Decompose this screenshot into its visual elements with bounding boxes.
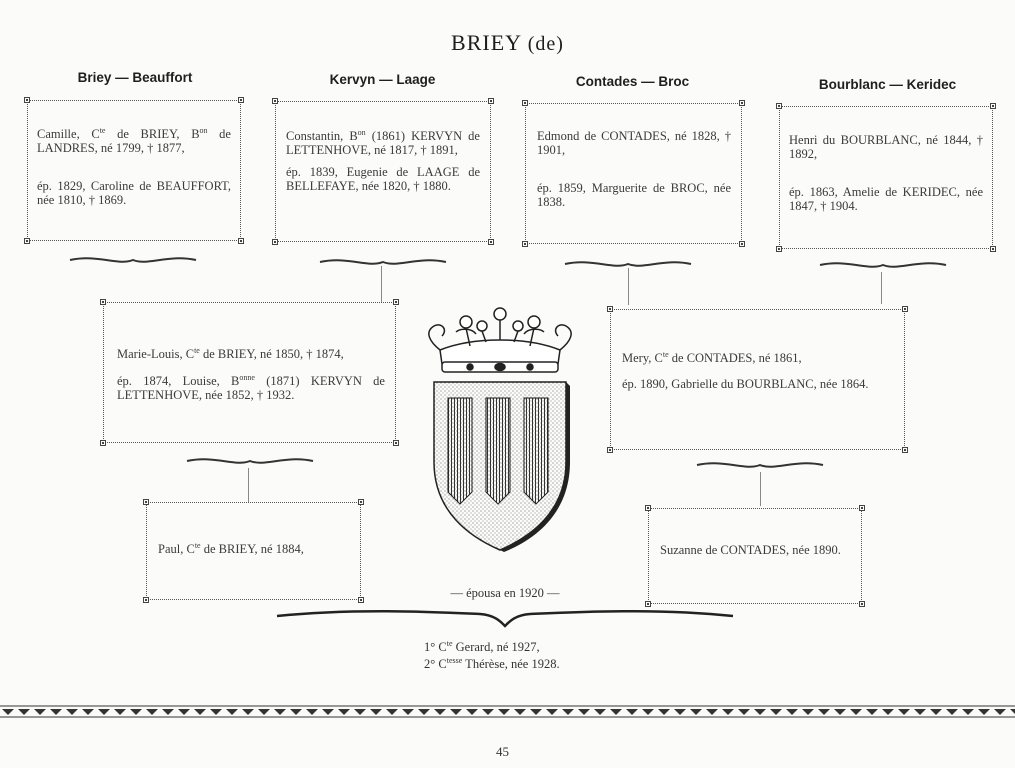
wife-entry: ép. 1829, Caroline de BEAUFFORT, née 1810, † 1869. [37, 179, 231, 208]
couple-text-contades [537, 129, 731, 209]
couple-text-kervyn [286, 126, 480, 193]
box-ornament [607, 306, 613, 312]
couple-text-contades-bourblanc [622, 348, 897, 391]
family-name: BRIEY [451, 30, 522, 55]
couple-text-bourblanc [789, 133, 983, 213]
couple-header-2: Kervyn — Laage [329, 72, 436, 87]
box-ornament [607, 447, 613, 453]
connector-line [248, 468, 249, 502]
person-entry: Paul, $C^{te}$ de BRIEY, né 1884, [158, 541, 304, 557]
person-text-suzanne [660, 543, 854, 557]
husband-entry: Henri du BOURBLANC, né 1844, † 1892, [789, 133, 983, 161]
husband-entry: Marie-Louis, $C^{te}$ de BRIEY, né 1850, † 1874, [117, 346, 344, 362]
husband-entry: Constantin, $B^{on}$ (1861) KERVYN de LETTENHOVE, né 1817, † 1891, [286, 128, 480, 158]
box-ornament [238, 238, 244, 244]
child-entry: 2° $C^{tesse}$ Thérèse, née 1928. [424, 656, 560, 672]
box-ornament [739, 100, 745, 106]
box-ornament [859, 505, 865, 511]
box-ornament [393, 440, 399, 446]
box-ornament [488, 98, 494, 104]
couple-text-briey [37, 124, 231, 207]
box-ornament [522, 241, 528, 247]
box-ornament [143, 499, 149, 505]
page-title [0, 30, 1015, 56]
box-ornament [739, 241, 745, 247]
marriage-note: — épousa en 1920 — [450, 586, 560, 600]
connector-line [760, 472, 761, 506]
box-ornament [902, 447, 908, 453]
box-ornament [272, 98, 278, 104]
box-ornament [645, 505, 651, 511]
box-ornament [358, 499, 364, 505]
box-ornament [393, 299, 399, 305]
connector-line [381, 266, 382, 302]
box-ornament [488, 239, 494, 245]
box-ornament [859, 601, 865, 607]
person-entry: Suzanne de CONTADES, née 1890. [660, 543, 841, 557]
bracket-ornament [185, 453, 315, 469]
husband-entry: Camille, $C^{te}$ de BRIEY, $B^{on}$ de LANDRES, né 1799, † 1877, [37, 126, 231, 156]
husband-entry: Mery, $C^{te}$ de CONTADES, né 1861, [622, 350, 802, 366]
bracket-ornament [68, 252, 198, 268]
wife-entry: ép. 1863, Amelie de KERIDEC, née 1847, † 1904. [789, 185, 983, 213]
couple-text-briey-kervyn [117, 344, 385, 402]
box-ornament [990, 246, 996, 252]
connector-line [628, 268, 629, 305]
box-ornament [990, 103, 996, 109]
decorative-border [0, 700, 1015, 724]
page-number: 45 [496, 744, 509, 759]
child-entry: 1° $C^{te}$ Gerard, né 1927, [424, 639, 540, 655]
bracket-ornament [695, 457, 825, 473]
connector-line [881, 272, 882, 304]
wife-entry: ép. 1874, Louise, $B^{onne}$ (1871) KERVYN de LETTENHOVE, née 1852, † 1932. [117, 373, 385, 403]
box-ornament [358, 597, 364, 603]
couple-header-4: Bourblanc — Keridec [818, 77, 957, 92]
person-text-paul [158, 539, 353, 556]
box-ornament [238, 97, 244, 103]
box-ornament [776, 246, 782, 252]
box-ornament [100, 440, 106, 446]
wife-entry: ép. 1890, Gabrielle du BOURBLANC, née 1864. [622, 377, 869, 392]
box-ornament [272, 239, 278, 245]
box-ornament [902, 306, 908, 312]
couple-header-1: Briey — Beauffort [77, 70, 193, 85]
crown-icon [429, 308, 571, 372]
box-ornament [24, 97, 30, 103]
couple-header-3: Contades — Broc [575, 74, 690, 89]
box-ornament [100, 299, 106, 305]
box-ornament [143, 597, 149, 603]
wife-entry: ép. 1839, Eugenie de LAAGE de BELLEFAYE, née 1820, † 1880. [286, 165, 480, 194]
box-ornament [24, 238, 30, 244]
large-bracket-ornament [275, 604, 735, 630]
children-list [424, 637, 560, 671]
shield-icon [434, 382, 570, 552]
box-ornament [522, 100, 528, 106]
wife-entry: ép. 1859, Marguerite de BROC, née 1838. [537, 181, 731, 209]
bracket-ornament [818, 257, 948, 273]
box-ornament [776, 103, 782, 109]
husband-entry: Edmond de CONTADES, né 1828, † 1901, [537, 129, 731, 157]
bracket-ornament [318, 254, 448, 270]
family-particle: (de) [527, 33, 564, 55]
coat-of-arms [420, 302, 580, 552]
